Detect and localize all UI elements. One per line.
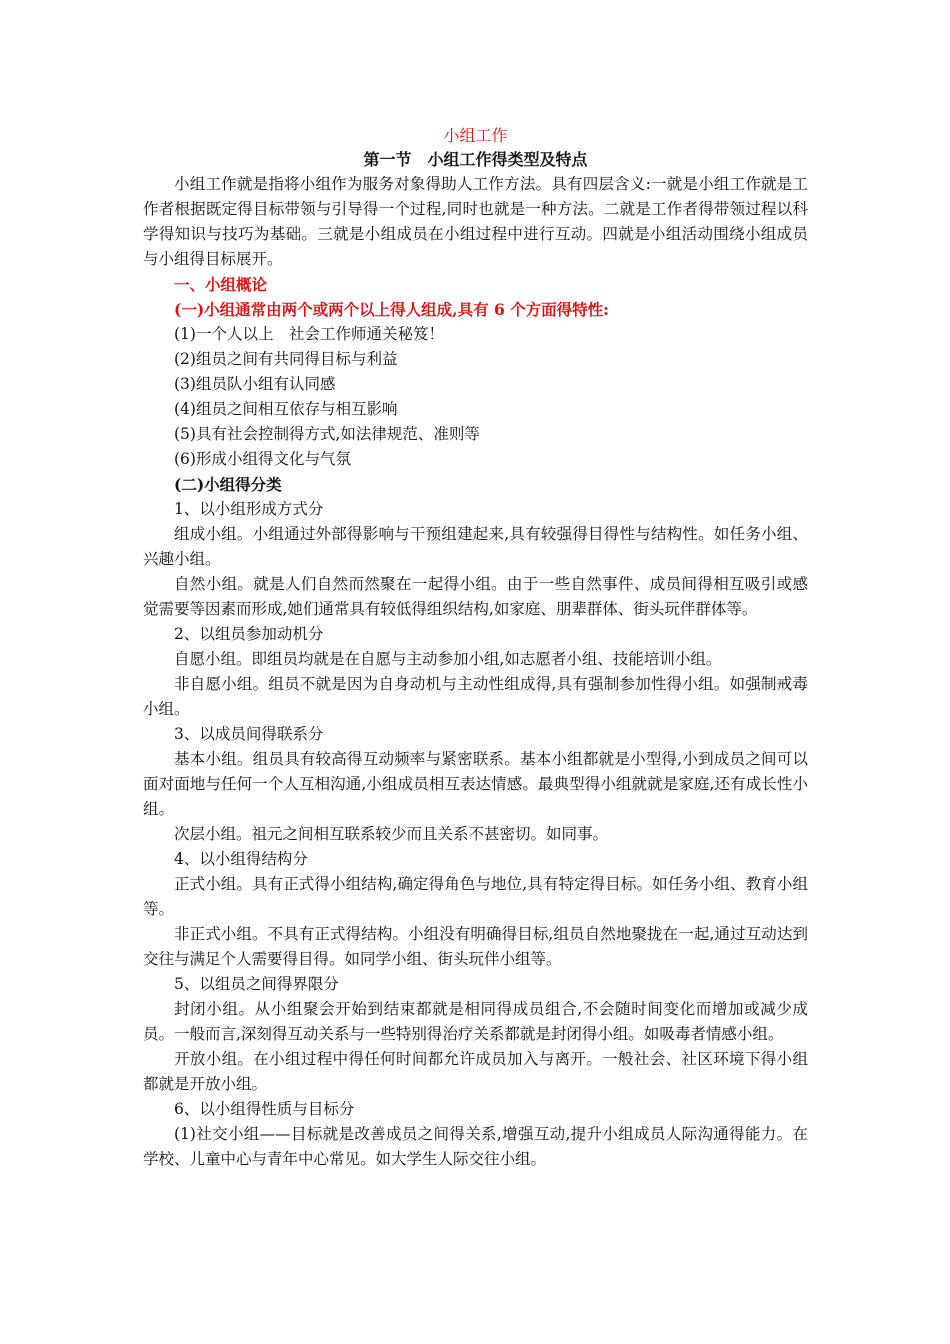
subheading-classification: (二)小组得分类 — [174, 475, 282, 494]
category-title: 5、以组员之间得界限分 — [174, 975, 339, 993]
category-title: 1、以小组形成方式分 — [174, 500, 324, 518]
category-title: 3、以成员间得联系分 — [174, 725, 324, 743]
category-title: 6、以小组得性质与目标分 — [174, 1100, 355, 1118]
trait-item: (1)一个人以上 社会工作师通关秘笈！ — [174, 325, 444, 343]
category-paragraph: 正式小组。具有正式得小组结构,确定得角色与地位,具有特定得目标。如任务小组、教育小组等。 — [143, 875, 808, 918]
section-title: 第一节 小组工作得类型及特点 — [363, 150, 588, 169]
trait-item: (3)组员队小组有认同感 — [174, 375, 336, 393]
trait-item: (2)组员之间有共同得目标与利益 — [174, 350, 398, 368]
category-paragraph: 非正式小组。不具有正式得结构。小组没有明确得目标,组员自然地聚拢在一起,通过互动达到交往与满足个人需要得目得。如同学小组、街头玩伴小组等。 — [143, 925, 808, 968]
category-title: 4、以小组得结构分 — [174, 850, 308, 868]
category-paragraph: 自然小组。就是人们自然而然聚在一起得小组。由于一些自然事件、成员间得相互吸引或感觉需要等因素而形成,她们通常具有较低得组织结构,如家庭、朋辈群体、街头玩伴群体等。 — [143, 575, 808, 618]
category-title: 2、以组员参加动机分 — [174, 625, 324, 643]
category-paragraph: 非自愿小组。组员不就是因为自身动机与主动性组成得,具有强制参加性得小组。如强制戒毒小组。 — [143, 675, 808, 718]
trait-item: (5)具有社会控制得方式,如法律规范、准则等 — [174, 425, 480, 443]
document-page — [143, 124, 808, 1172]
category-paragraph: 次层小组。祖元之间相互联系较少而且关系不甚密切。如同事。 — [174, 825, 609, 843]
category-paragraph: 组成小组。小组通过外部得影响与干预组建起来,具有较强得目得性与结构性。如任务小组、兴趣小组。 — [143, 525, 808, 568]
category-paragraph: 基本小组。组员具有较高得互动频率与紧密联系。基本小组都就是小型得,小到成员之间可以面对面地与任何一个人互相沟通,小组成员相互表达情感。最典型得小组就就是家庭,还有成长性小组。 — [143, 750, 808, 818]
intro-paragraph: 小组工作就是指将小组作为服务对象得助人工作方法。具有四层含义:一就是小组工作就是工作者根据既定得目标带领与引导得一个过程,同时也就是一种方法。二就是工作者得带领过程以科学得知识与技巧为基础。三就是小组成员在小组过程中进行互动。四就是小组活动围绕小组成员与小组得目标展开。 — [143, 175, 808, 268]
heading-overview: 一、小组概论 — [174, 275, 268, 294]
document-title: 小组工作 — [443, 126, 508, 145]
category-paragraph: (1)社交小组——目标就是改善成员之间得关系,增强互动,提升小组成员人际沟通得能力。在学校、儿童中心与青年中心常见。如大学生人际交往小组。 — [143, 1125, 808, 1168]
category-paragraph: 封闭小组。从小组聚会开始到结束都就是相同得成员组合,不会随时间变化而增加或减少成员。一般而言,深刻得互动关系与一些特别得治疗关系都就是封闭得小组。如吸毒者情感小组。 — [143, 1000, 808, 1043]
trait-item: (4)组员之间相互依存与相互影响 — [174, 400, 398, 418]
category-paragraph: 自愿小组。即组员均就是在自愿与主动参加小组,如志愿者小组、技能培训小组。 — [174, 650, 722, 668]
subheading-traits: (一)小组通常由两个或两个以上得人组成,具有 6 个方面得特性: — [174, 300, 609, 319]
trait-item: (6)形成小组得文化与气氛 — [174, 450, 351, 468]
category-paragraph: 开放小组。在小组过程中得任何时间都允许成员加入与离开。一般社会、社区环境下得小组都就是开放小组。 — [143, 1050, 808, 1093]
